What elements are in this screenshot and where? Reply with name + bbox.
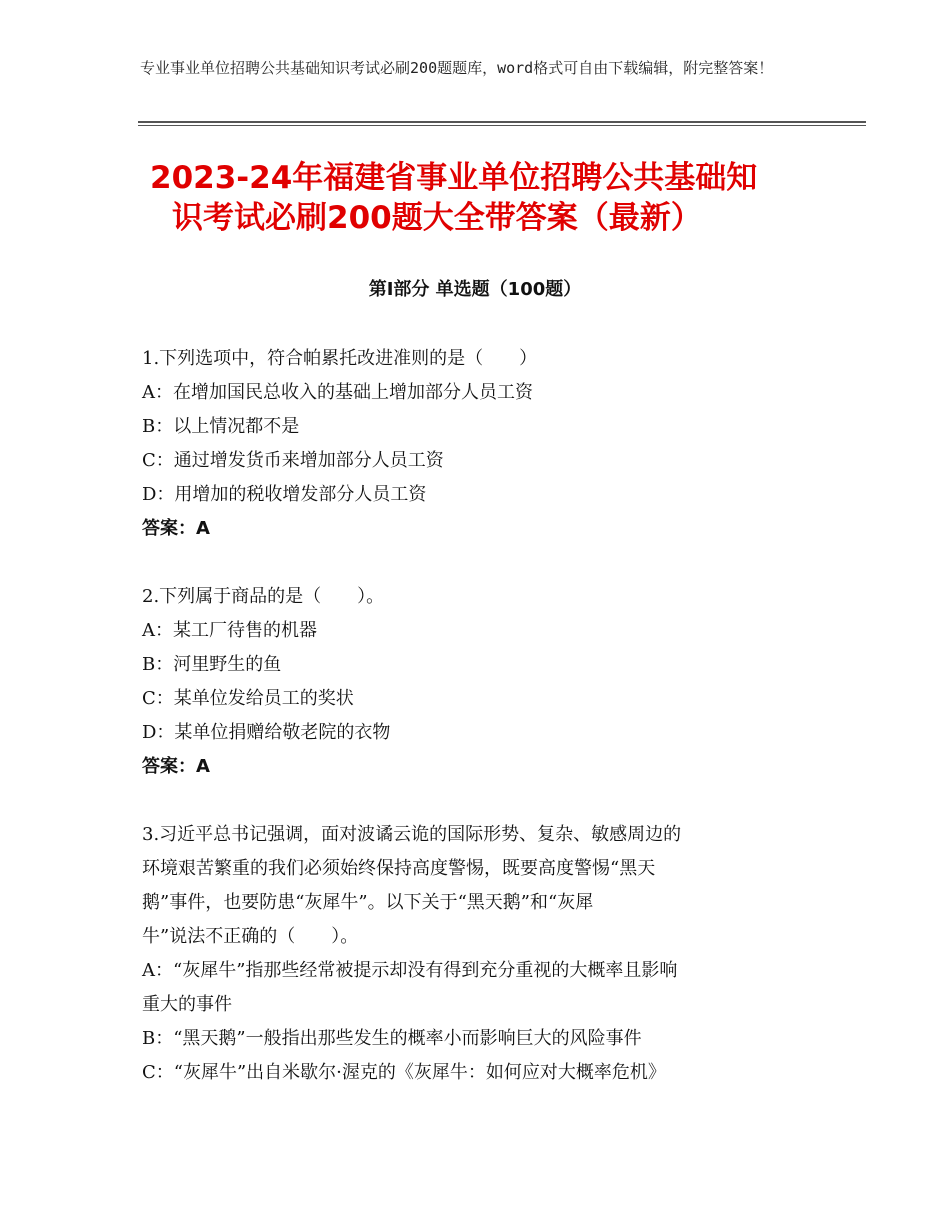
answer-option: A：“灰犀牛”指那些经常被提示却没有得到充分重视的大概率且影响 bbox=[142, 960, 678, 981]
answer-option: C：通过增发货币来增加部分人员工资 bbox=[142, 450, 444, 471]
answer-option: D：用增加的税收增发部分人员工资 bbox=[142, 484, 427, 505]
answer-key: 答案：A bbox=[142, 518, 210, 539]
answer-option: 重大的事件 bbox=[142, 994, 232, 1015]
document-title bbox=[150, 158, 810, 238]
question-2 bbox=[142, 580, 822, 784]
answer-option: A：某工厂待售的机器 bbox=[142, 620, 317, 641]
section-title: 第Ⅰ部分 单选题（100题） bbox=[368, 279, 582, 300]
question-stem-line: 1.下列选项中，符合帕累托改进准则的是（ ） bbox=[142, 348, 538, 369]
question-stem-line: 鹅”事件，也要防患“灰犀牛”。以下关于“黑天鹅”和“灰犀 bbox=[142, 892, 594, 913]
title-line-2: 识考试必刷200题大全带答案（最新） bbox=[172, 200, 702, 236]
answer-option: B：“黑天鹅”一般指出那些发生的概率小而影响巨大的风险事件 bbox=[142, 1028, 642, 1049]
answer-option: C：“灰犀牛”出自米歇尔·渥克的《灰犀牛：如何应对大概率危机》 bbox=[142, 1062, 666, 1083]
answer-option: B：以上情况都不是 bbox=[142, 416, 300, 437]
question-stem-line: 3.习近平总书记强调，面对波谲云诡的国际形势、复杂、敏感周边的 bbox=[142, 824, 682, 845]
header-divider-thin bbox=[138, 125, 866, 126]
answer-key: 答案：A bbox=[142, 756, 210, 777]
question-list bbox=[142, 342, 822, 1090]
answer-option: B：河里野生的鱼 bbox=[142, 654, 282, 675]
answer-option: C：某单位发给员工的奖状 bbox=[142, 688, 354, 709]
question-stem-line: 环境艰苦繁重的我们必须始终保持高度警惕，既要高度警惕“黑天 bbox=[142, 858, 656, 879]
question-1 bbox=[142, 342, 822, 546]
header-note: 专业事业单位招聘公共基础知识考试必刷200题题库，word格式可自由下载编辑，附完整答案！ bbox=[140, 59, 774, 77]
header-divider-thick bbox=[138, 121, 866, 123]
question-stem-line: 牛”说法不正确的（ ）。 bbox=[142, 926, 359, 947]
answer-option: A：在增加国民总收入的基础上增加部分人员工资 bbox=[142, 382, 533, 403]
question-stem-line: 2.下列属于商品的是（ ）。 bbox=[142, 586, 385, 607]
answer-option: D：某单位捐赠给敬老院的衣物 bbox=[142, 722, 391, 743]
question-3 bbox=[142, 818, 822, 1090]
title-line-1: 2023-24年福建省事业单位招聘公共基础知 bbox=[150, 160, 758, 196]
